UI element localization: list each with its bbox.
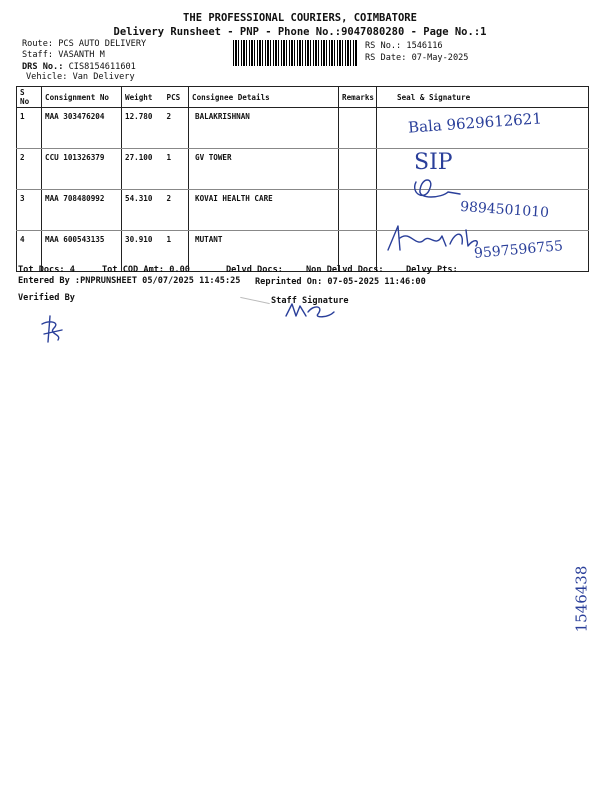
non-delivered-docs: Non Delvd Docs: — [306, 265, 384, 275]
col-consignment: Consignment No — [42, 87, 122, 108]
vehicle-label: Vehicle: Van Delivery — [26, 72, 135, 82]
handwriting-row2: SIP — [414, 150, 453, 175]
cell-consignee: KOVAI HEALTH CARE — [189, 190, 339, 231]
cell-consignment: MAA 303476204 — [42, 108, 122, 149]
cell-pcs: 2 — [164, 190, 189, 231]
cell-pcs: 2 — [164, 108, 189, 149]
handwriting-row4: 9597596755 — [473, 238, 564, 262]
cell-consignment: MAA 600543135 — [42, 231, 122, 272]
cell-weight: 27.100 — [122, 149, 164, 190]
cell-pcs: 1 — [164, 149, 189, 190]
company-title: THE PROFESSIONAL COURIERS, COIMBATORE — [183, 12, 417, 24]
entered-by: Entered By :PNPRUNSHEET 05/07/2025 11:45:25 — [18, 276, 241, 286]
cell-sno: 2 — [17, 149, 42, 190]
cell-consignment: MAA 708480992 — [42, 190, 122, 231]
route-label: Route: PCS AUTO DELIVERY — [22, 39, 147, 49]
cell-remarks — [339, 149, 377, 190]
runsheet-subtitle: Delivery Runsheet - PNP - Phone No.:9047080280 - Page No.:1 — [113, 26, 487, 38]
cell-sno: 1 — [17, 108, 42, 149]
total-docs: Tot Docs: 4 — [18, 265, 75, 275]
col-pcs: PCS — [164, 87, 189, 108]
barcode — [233, 40, 358, 66]
handwriting-row3: 9894501010 — [459, 198, 550, 222]
staff-signature — [280, 300, 340, 322]
col-consignee: Consignee Details — [189, 87, 339, 108]
total-cod-amount: Tot COD Amt: 0.00 — [102, 265, 190, 275]
col-seal: Seal & Signature — [377, 87, 589, 108]
cell-pcs: 1 — [164, 231, 189, 272]
cell-sno: 4 — [17, 231, 42, 272]
col-remarks: Remarks — [339, 87, 377, 108]
cell-consignee: GV TOWER — [189, 149, 339, 190]
delivery-points: Delvy Pts: — [406, 265, 458, 275]
cell-consignee: MUTANT — [189, 231, 339, 272]
rs-number: RS No.: 1546116 — [365, 41, 443, 51]
col-sno: S No — [17, 87, 42, 108]
drs-label — [22, 62, 136, 72]
table-row — [17, 149, 589, 190]
margin-number: 1546438 — [572, 565, 591, 633]
cell-consignee: BALAKRISHNAN — [189, 108, 339, 149]
cell-remarks — [339, 190, 377, 231]
cell-weight: 54.310 — [122, 190, 164, 231]
scan-mark — [240, 297, 270, 304]
staff-label: Staff: VASANTH M — [22, 50, 105, 60]
cell-remarks — [339, 108, 377, 149]
verified-by-label: Verified By — [18, 293, 75, 303]
signature-scribble-row2 — [408, 172, 468, 212]
cell-consignment: CCU 101326379 — [42, 149, 122, 190]
staff-signature-label: Staff Signature — [271, 296, 349, 306]
cell-weight: 12.780 — [122, 108, 164, 149]
cell-weight: 30.910 — [122, 231, 164, 272]
cell-sno: 3 — [17, 190, 42, 231]
rs-date: RS Date: 07-May-2025 — [365, 53, 469, 63]
drs-caption: DRS No.: — [22, 62, 64, 72]
reprinted-on: Reprinted On: 07-05-2025 11:46:00 — [255, 277, 426, 287]
delivered-docs: Delvd Docs: — [226, 265, 283, 275]
handwriting-row1: Bala 9629612621 — [407, 109, 543, 137]
verifier-signature — [38, 312, 68, 346]
col-weight: Weight — [122, 87, 164, 108]
drs-value: CIS8154611601 — [68, 62, 136, 72]
table-header — [17, 87, 589, 108]
